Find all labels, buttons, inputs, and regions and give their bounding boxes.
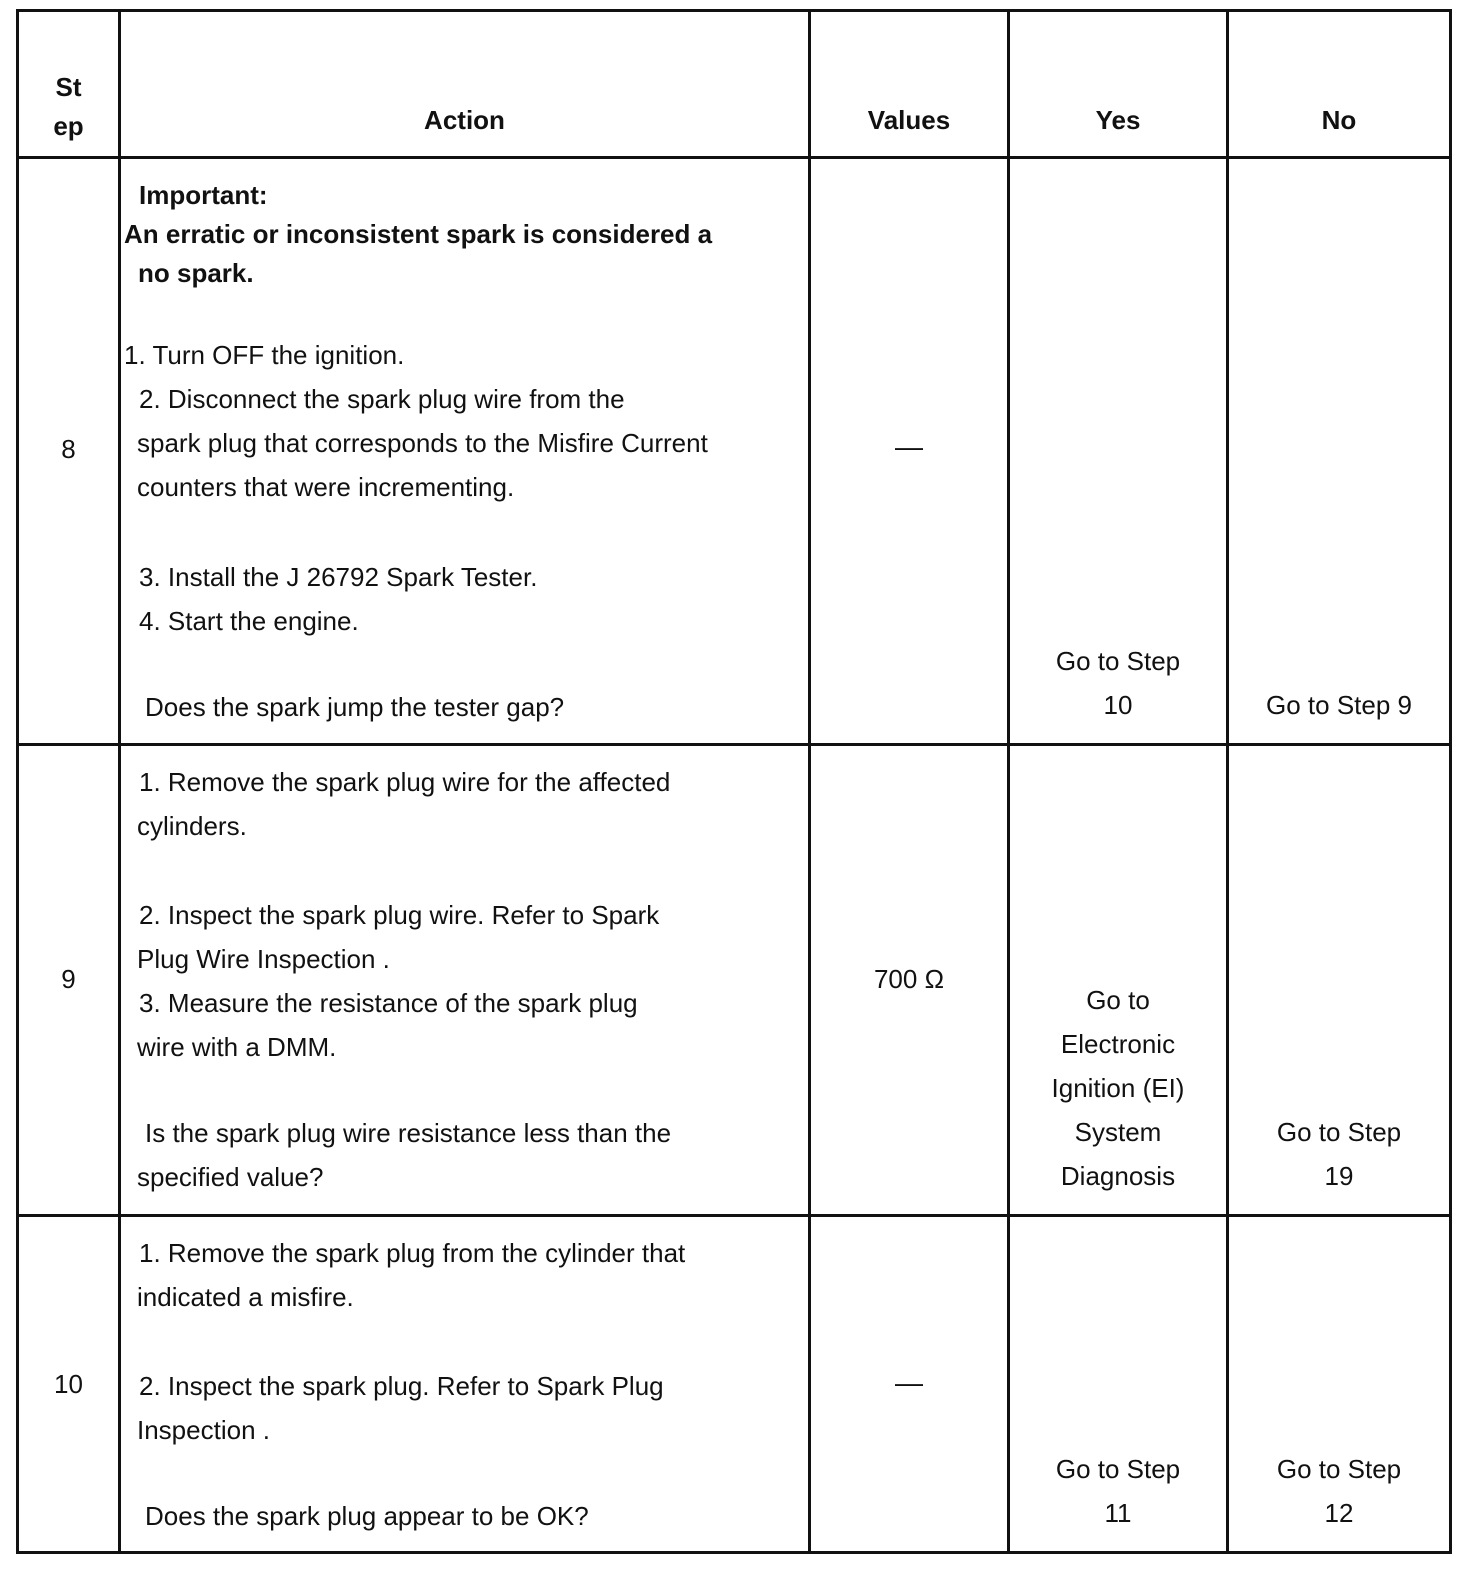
no-text: Go to Step 9: [1266, 689, 1412, 720]
values-cell: [810, 1216, 1009, 1553]
action-step: indicated a misfire.: [137, 1282, 354, 1313]
no-cell: [1228, 1216, 1451, 1553]
no-cell: [1228, 744, 1451, 1216]
action-step: 1. Turn OFF the ignition.: [124, 340, 405, 370]
action-step: wire with a DMM.: [137, 1031, 337, 1062]
action-step: 3. Install the J 26792 Spark Tester.: [139, 562, 538, 592]
action-cell: [120, 1216, 810, 1553]
header-step-line1: St: [55, 72, 82, 102]
action-step: counters that were incrementing.: [137, 472, 515, 502]
diagnostic-table: [16, 9, 1452, 1554]
no-text: Go to Step 19: [1276, 1117, 1402, 1192]
action-step: cylinders.: [137, 810, 247, 841]
table-row: [18, 158, 1451, 745]
yes-cell: [1009, 158, 1228, 745]
step-number: 9: [61, 963, 76, 994]
yes-text: Go to Electronic Ignition (EI) System Diagnosis: [1051, 985, 1185, 1192]
value-text: —: [895, 431, 923, 462]
action-step: 4. Start the engine.: [139, 606, 359, 636]
table-row: [18, 1216, 1451, 1553]
header-no: No: [1228, 11, 1451, 158]
table-row: [18, 744, 1451, 1216]
important-text: no spark.: [138, 258, 254, 288]
yes-cell: [1009, 1216, 1228, 1553]
values-cell: [810, 744, 1009, 1216]
values-cell: [810, 158, 1009, 745]
action-cell: [120, 158, 810, 745]
action-question: Does the spark jump the tester gap?: [145, 692, 565, 722]
step-cell: [18, 1216, 120, 1553]
action-step: 3. Measure the resistance of the spark plug: [139, 987, 638, 1018]
header-yes: Yes: [1009, 11, 1228, 158]
yes-text: Go to Step 11: [1055, 1454, 1181, 1528]
step-number: 8: [61, 434, 76, 464]
action-step: spark plug that corresponds to the Misfire Current: [137, 428, 708, 458]
action-step: 2. Disconnect the spark plug wire from the: [139, 384, 625, 414]
header-row: [18, 11, 1451, 158]
step-cell: [18, 744, 120, 1216]
action-step: Plug Wire Inspection .: [137, 943, 390, 974]
important-text: An erratic or inconsistent spark is considered a: [124, 219, 713, 249]
header-values: Values: [810, 11, 1009, 158]
important-label: Important:: [139, 180, 268, 210]
header-action: Action: [120, 11, 810, 158]
yes-cell: [1009, 744, 1228, 1216]
header-step-line2: ep: [53, 111, 84, 141]
value-text: 700 Ω: [873, 963, 945, 994]
step-cell: [18, 158, 120, 745]
action-step: 2. Inspect the spark plug wire. Refer to Spark: [139, 899, 660, 930]
action-question: Does the spark plug appear to be OK?: [145, 1501, 589, 1532]
action-step: Inspection .: [137, 1415, 270, 1446]
value-text: —: [895, 1367, 923, 1399]
action-question: Is the spark plug wire resistance less than the: [145, 1117, 672, 1148]
step-number: 10: [54, 1369, 83, 1400]
action-cell: [120, 744, 810, 1216]
no-text: Go to Step 12: [1276, 1454, 1402, 1528]
action-step: 2. Inspect the spark plug. Refer to Spark Plug: [139, 1371, 664, 1402]
no-cell: [1228, 158, 1451, 745]
yes-text: Go to Step 10: [1055, 645, 1181, 720]
action-step: 1. Remove the spark plug from the cylinder that: [139, 1238, 686, 1269]
action-question: specified value?: [137, 1161, 324, 1192]
action-step: 1. Remove the spark plug wire for the affected: [139, 766, 671, 797]
header-step: [18, 11, 120, 158]
